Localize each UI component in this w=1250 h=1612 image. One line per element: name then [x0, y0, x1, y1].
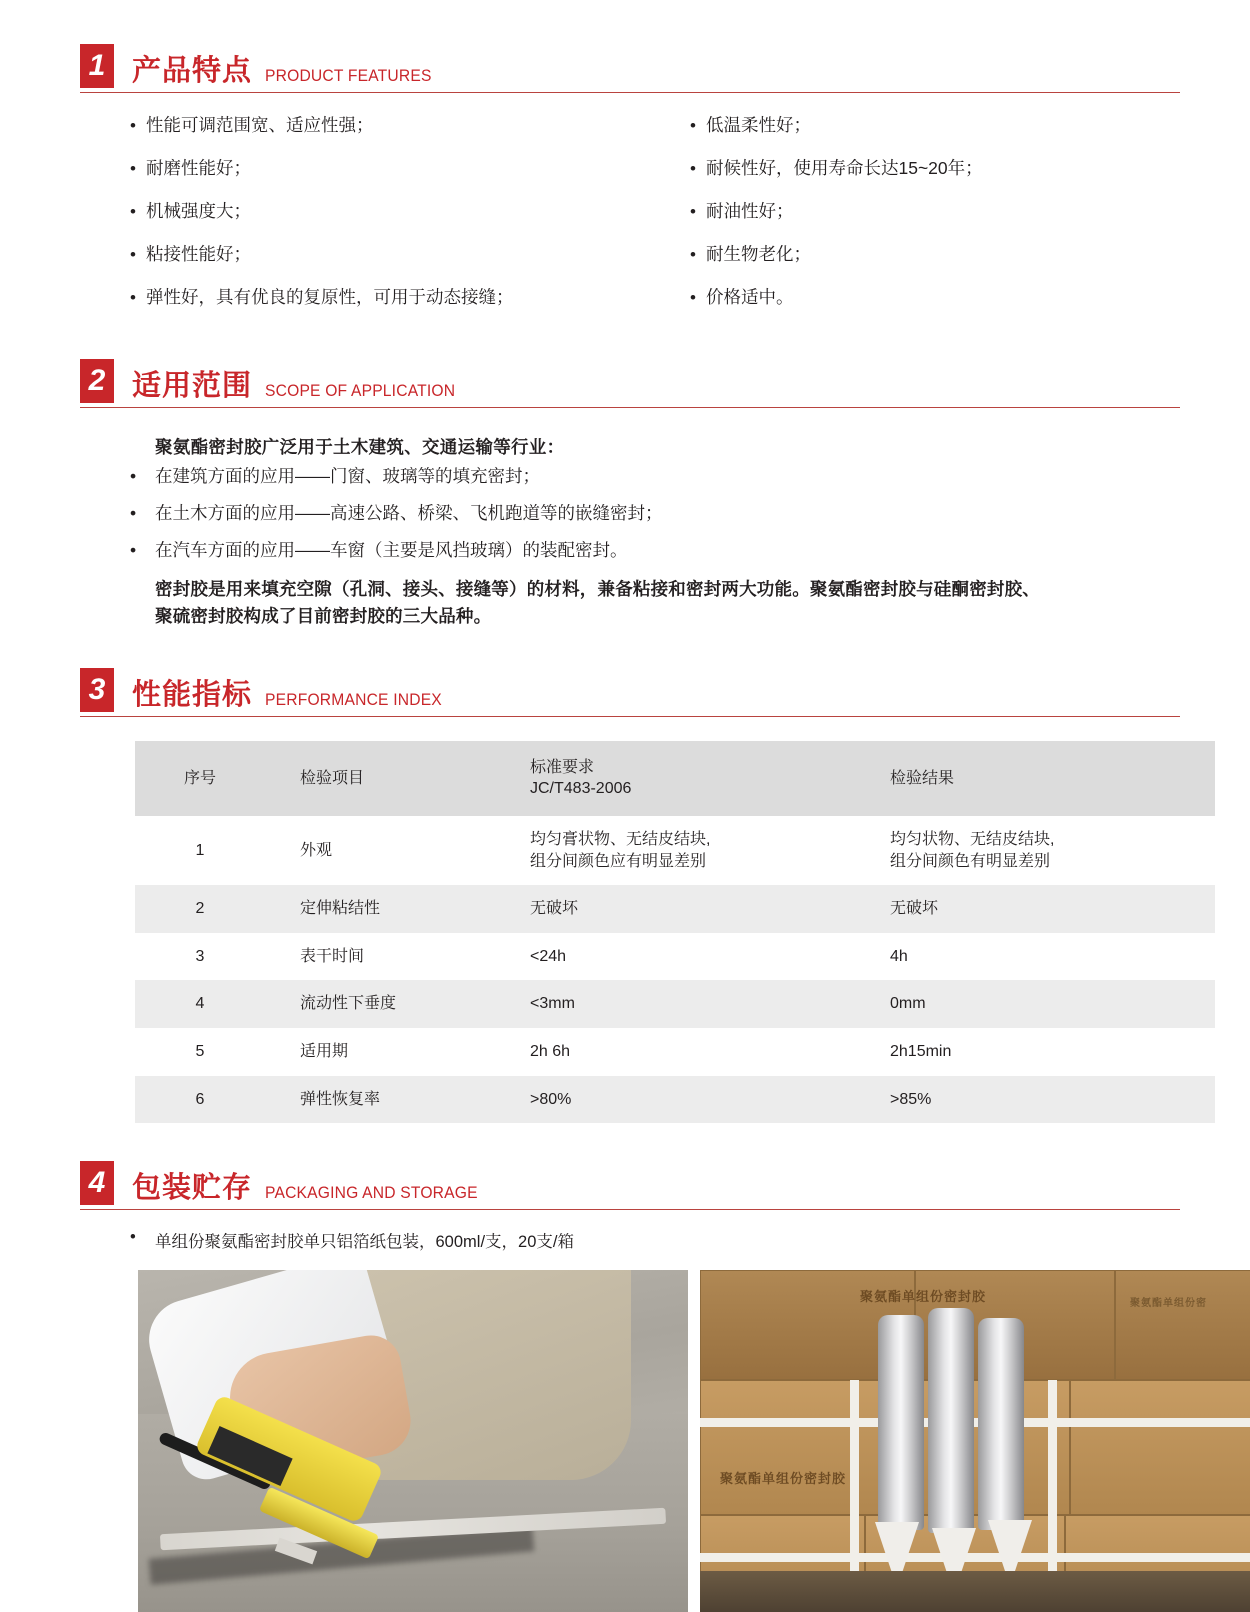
section-2-number: 2: [80, 359, 114, 403]
table-cell-result: [890, 816, 1215, 885]
performance-index-table: [135, 741, 1215, 1123]
table-cell-standard: <24h: [530, 933, 890, 981]
table-cell-standard-line1: 均匀膏状物、无结皮结块,: [530, 831, 711, 849]
scope-note-line-2: 聚硫密封胶构成了目前密封胶的三大品种。: [155, 605, 492, 626]
table-cell-standard: 2h 6h: [530, 1028, 890, 1076]
list-item: [130, 244, 650, 266]
section-2-heading: [80, 351, 1250, 403]
photo-gallery: [138, 1270, 1250, 1612]
section-3-title-cn: 性能指标: [132, 678, 253, 711]
section-3-title-en: PERFORMANCE INDEX: [265, 689, 442, 709]
bullet-dot-icon: •: [130, 158, 136, 178]
list-item: [690, 115, 1210, 137]
section-4-divider: [80, 1209, 1180, 1210]
list-item-label: 粘接性能好；: [146, 243, 251, 264]
photo-carton-text: 聚氨酯单组份密封胶: [860, 1289, 987, 1305]
table-cell-no: 2: [135, 885, 265, 933]
section-2-title-en: SCOPE OF APPLICATION: [265, 381, 456, 401]
section-3-heading: [80, 660, 1250, 712]
table-cell-result: >85%: [890, 1076, 1215, 1124]
photo-carton-text: 聚氨酯单组份密封胶: [720, 1471, 847, 1487]
list-item-label: 低温柔性好；: [706, 115, 811, 135]
table-cell-item: 定伸粘结性: [265, 885, 530, 933]
section-2-title-cn: 适用范围: [132, 370, 253, 403]
table-cell-result: 0mm: [890, 980, 1215, 1028]
list-item: [130, 115, 650, 137]
bullet-dot-icon: •: [690, 158, 696, 178]
table-row: [135, 980, 1215, 1028]
bullet-dot-icon: •: [130, 1228, 136, 1247]
list-item-label: 弹性好，具有优良的复原性，可用于动态接缝；: [146, 286, 514, 307]
list-item: [690, 244, 1210, 266]
product-features-column-left: [130, 115, 650, 329]
section-3-divider: [80, 716, 1180, 717]
bullet-dot-icon: •: [130, 116, 136, 135]
table-header-standard-line1: 标准要求: [530, 758, 595, 776]
list-item-label: 机械强度大；: [146, 200, 251, 221]
bullet-dot-icon: •: [130, 466, 137, 487]
table-cell-item: 外观: [265, 816, 530, 885]
table-row: [135, 933, 1215, 981]
bullet-dot-icon: •: [130, 201, 136, 221]
table-cell-no: 6: [135, 1076, 265, 1124]
list-item: [130, 465, 1250, 488]
section-product-features: [0, 0, 1250, 329]
list-item-label: 耐生物老化；: [706, 243, 811, 264]
table-cell-no: 4: [135, 980, 265, 1028]
photo-sealant-cartridge: [928, 1308, 974, 1533]
table-header-standard: [530, 741, 890, 816]
photo-carton: [1115, 1270, 1250, 1380]
bullet-dot-icon: •: [130, 244, 136, 264]
table-cell-item: 弹性恢复率: [265, 1076, 530, 1124]
table-row: [135, 885, 1215, 933]
list-item: [690, 287, 1210, 309]
product-features-column-right: [690, 115, 1210, 329]
list-item-label: 价格适中。: [706, 286, 794, 307]
section-4-title-en: PACKAGING AND STORAGE: [265, 1183, 478, 1203]
table-cell-standard: <3mm: [530, 980, 890, 1028]
section-4-heading: [80, 1153, 1250, 1205]
section-4-number: 4: [80, 1161, 114, 1205]
section-2-divider: [80, 407, 1180, 408]
photo-carton: [1070, 1380, 1250, 1515]
table-header-result: 检验结果: [890, 741, 1215, 816]
photo-carton-text-small: 聚氨酯单组份密: [1130, 1298, 1207, 1310]
table-cell-standard: >80%: [530, 1076, 890, 1124]
list-item-label: 在土木方面的应用——高速公路、桥梁、飞机跑道等的嵌缝密封；: [155, 503, 663, 524]
table-row: [135, 1028, 1215, 1076]
list-item: [130, 539, 1250, 562]
product-features-list: [0, 115, 1250, 329]
table-cell-item: 适用期: [265, 1028, 530, 1076]
bullet-dot-icon: •: [690, 244, 696, 264]
bullet-dot-icon: •: [690, 287, 696, 307]
photo-sealant-cartridge: [978, 1318, 1024, 1530]
table-header-row: [135, 741, 1215, 816]
table-header-item: 检验项目: [265, 741, 530, 816]
table-row: [135, 1076, 1215, 1124]
section-1-title-cn: 产品特点: [132, 55, 253, 87]
table-cell-standard-line2: 组分间颜色应有明显差别: [530, 852, 707, 870]
photo-floor: [700, 1571, 1250, 1612]
bullet-dot-icon: •: [130, 539, 137, 560]
list-item: [130, 158, 650, 180]
table-cell-result-line1: 均匀状物、无结皮结块,: [890, 831, 1055, 849]
section-1-heading: [80, 36, 1250, 88]
bullet-dot-icon: •: [130, 503, 137, 524]
table-cell-result-line2: 组分间颜色有明显差别: [890, 852, 1051, 870]
scope-intro-text: 聚氨酯密封胶广泛用于土木建筑、交通运输等行业：: [155, 437, 565, 458]
scope-list: [0, 465, 1250, 561]
section-scope-of-application: [0, 329, 1250, 630]
list-item-label: 单组份聚氨酯密封胶单只铝箔纸包装，600ml/支，20支/箱: [155, 1233, 574, 1252]
table-cell-standard: [530, 816, 890, 885]
list-item: [130, 287, 650, 309]
bullet-dot-icon: •: [130, 287, 136, 307]
scope-note: [155, 576, 1180, 630]
list-item-label: 性能可调范围宽、适应性强；: [146, 115, 374, 135]
photo-warehouse-cartons: [700, 1270, 1250, 1612]
list-item: [130, 201, 650, 223]
section-1-divider: [80, 92, 1180, 93]
section-4-title-cn: 包装贮存: [132, 1172, 253, 1205]
table-cell-standard: 无破坏: [530, 885, 890, 933]
photo-carton-strap: [700, 1418, 1250, 1427]
table-cell-no: 5: [135, 1028, 265, 1076]
table-cell-item: 表干时间: [265, 933, 530, 981]
list-item-label: 在汽车方面的应用——车窗（主要是风挡玻璃）的装配密封。: [155, 539, 628, 560]
photo-caulking-application: [138, 1270, 688, 1612]
table-cell-no: 1: [135, 816, 265, 885]
section-packaging-and-storage: [0, 1123, 1250, 1612]
list-item-label: 耐磨性能好；: [146, 157, 251, 178]
table-cell-result: 4h: [890, 933, 1215, 981]
list-item: [130, 502, 1250, 525]
list-item-label: 耐油性好；: [706, 200, 794, 221]
table-cell-result: 无破坏: [890, 885, 1215, 933]
photo-sealant-cartridge: [878, 1315, 924, 1530]
section-1-number: 1: [80, 44, 114, 88]
table-row: [135, 816, 1215, 885]
table-header-no: 序号: [135, 741, 265, 816]
list-item-label: 耐候性好，使用寿命长达15~20年；: [706, 157, 983, 178]
scope-note-line-1: 密封胶是用来填充空隙（孔洞、接头、接缝等）的材料，兼备粘接和密封两大功能。聚氨酯密封胶与硅酮密封胶、: [155, 578, 1040, 599]
table-cell-result: 2h15min: [890, 1028, 1215, 1076]
list-item: [690, 201, 1210, 223]
table-cell-no: 3: [135, 933, 265, 981]
bullet-dot-icon: •: [690, 201, 696, 221]
section-1-title-en: PRODUCT FEATURES: [265, 66, 432, 85]
table-header-standard-line2: JC/T483-2006: [530, 780, 632, 798]
table-cell-item: 流动性下垂度: [265, 980, 530, 1028]
list-item-label: 在建筑方面的应用——门窗、玻璃等的填充密封；: [155, 466, 540, 487]
list-item: [130, 1228, 1250, 1252]
section-3-number: 3: [80, 668, 114, 712]
bullet-dot-icon: •: [690, 116, 696, 135]
section-performance-index: [0, 630, 1250, 1123]
list-item: [690, 158, 1210, 180]
